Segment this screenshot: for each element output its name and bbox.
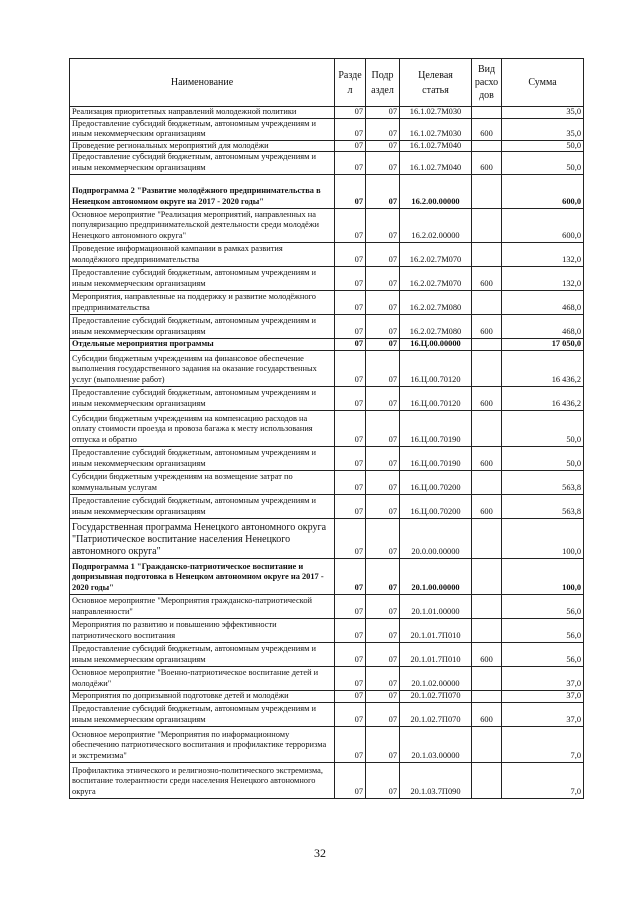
row-sum: 50,0 <box>502 140 584 152</box>
row-target-article: 20.1.01.7П010 <box>400 618 472 642</box>
row-target-article: 16.Ц.00.70190 <box>400 410 472 446</box>
row-razdel: 07 <box>335 350 366 386</box>
row-expense-type: 600 <box>472 314 502 338</box>
row-razdel: 07 <box>335 666 366 690</box>
row-podrazdel: 07 <box>366 386 400 410</box>
header-razdel: Разде л <box>335 59 366 107</box>
row-target-article: 20.1.02.7П070 <box>400 702 472 726</box>
row-expense-type: 600 <box>472 494 502 518</box>
table-row <box>70 386 584 410</box>
row-name: Реализация приоритетных направлений молодежной политики <box>70 107 335 119</box>
row-podrazdel: 07 <box>366 266 400 290</box>
row-expense-type <box>472 618 502 642</box>
row-target-article: 20.1.03.00000 <box>400 726 472 762</box>
row-sum: 37,0 <box>502 666 584 690</box>
row-target-article: 16.1.02.7М040 <box>400 140 472 152</box>
row-target-article: 20.1.01.00000 <box>400 594 472 618</box>
header-name: Наименование <box>70 59 335 107</box>
row-sum: 50,0 <box>502 446 584 470</box>
budget-table <box>69 58 584 799</box>
row-sum: 16 436,2 <box>502 386 584 410</box>
row-podrazdel: 07 <box>366 140 400 152</box>
table-row <box>70 314 584 338</box>
row-podrazdel: 07 <box>366 470 400 494</box>
row-razdel: 07 <box>335 118 366 140</box>
row-podrazdel: 07 <box>366 618 400 642</box>
table-row <box>70 518 584 558</box>
row-expense-type: 600 <box>472 266 502 290</box>
table-row <box>70 140 584 152</box>
row-razdel: 07 <box>335 140 366 152</box>
row-name: Основное мероприятие "Военно-патриотическое воспитание детей и молодёжи" <box>70 666 335 690</box>
row-target-article: 16.Ц.00.70120 <box>400 386 472 410</box>
row-podrazdel: 07 <box>366 518 400 558</box>
row-razdel: 07 <box>335 594 366 618</box>
row-razdel: 07 <box>335 266 366 290</box>
row-podrazdel: 07 <box>366 642 400 666</box>
row-podrazdel: 07 <box>366 702 400 726</box>
table-body <box>70 107 584 799</box>
row-expense-type <box>472 174 502 208</box>
row-name: Подпрограмма 2 "Развитие молодёжного предпринимательства в Ненецком автономном округе на 2017 - 2020 годы" <box>70 174 335 208</box>
row-name: Субсидии бюджетным учреждениям на компенсацию расходов на оплату стоимости проезда и провоза багажа к месту использования отпуска и обратно <box>70 410 335 446</box>
row-sum: 7,0 <box>502 762 584 798</box>
row-razdel: 07 <box>335 494 366 518</box>
row-expense-type <box>472 290 502 314</box>
row-target-article: 16.1.02.7М030 <box>400 118 472 140</box>
table-row <box>70 350 584 386</box>
row-sum: 100,0 <box>502 518 584 558</box>
row-name: Субсидии бюджетным учреждениям на финансовое обеспечение выполнения государственного задания на оказание государственных услуг (выполнение работ) <box>70 350 335 386</box>
row-sum: 37,0 <box>502 702 584 726</box>
row-expense-type <box>472 518 502 558</box>
row-target-article: 16.2.00.00000 <box>400 174 472 208</box>
row-razdel: 07 <box>335 470 366 494</box>
row-podrazdel: 07 <box>366 762 400 798</box>
row-razdel: 07 <box>335 208 366 242</box>
table-row <box>70 152 584 174</box>
row-sum: 468,0 <box>502 290 584 314</box>
row-target-article: 20.1.02.00000 <box>400 666 472 690</box>
header-expense-type: Вид расхо дов <box>472 59 502 107</box>
row-sum: 35,0 <box>502 118 584 140</box>
row-name: Основное мероприятие "Мероприятия гражданско-патриотической направленности" <box>70 594 335 618</box>
row-razdel: 07 <box>335 518 366 558</box>
row-name: Проведение информационной кампании в рамках развития молодёжного предпринимательства <box>70 242 335 266</box>
row-podrazdel: 07 <box>366 558 400 594</box>
row-razdel: 07 <box>335 386 366 410</box>
row-sum: 50,0 <box>502 152 584 174</box>
table-row <box>70 290 584 314</box>
row-name: Профилактика этнического и религиозно-политического экстремизма, воспитание толерантности среди населения Ненецкого автономного округа <box>70 762 335 798</box>
row-name: Предоставление субсидий бюджетным, автономным учреждениям и иным некоммерческим организациям <box>70 494 335 518</box>
row-name: Предоставление субсидий бюджетным, автономным учреждениям и иным некоммерческим организациям <box>70 118 335 140</box>
row-sum: 35,0 <box>502 107 584 119</box>
row-podrazdel: 07 <box>366 242 400 266</box>
row-sum: 600,0 <box>502 174 584 208</box>
row-expense-type <box>472 107 502 119</box>
table-row <box>70 594 584 618</box>
table-row <box>70 666 584 690</box>
row-target-article: 16.2.02.7М070 <box>400 242 472 266</box>
row-razdel: 07 <box>335 152 366 174</box>
table-row <box>70 338 584 350</box>
table-row <box>70 174 584 208</box>
row-target-article: 20.0.00.00000 <box>400 518 472 558</box>
row-razdel: 07 <box>335 726 366 762</box>
row-podrazdel: 07 <box>366 338 400 350</box>
row-expense-type: 600 <box>472 702 502 726</box>
header-podrazdel: Подр аздел <box>366 59 400 107</box>
row-expense-type <box>472 470 502 494</box>
table-row <box>70 762 584 798</box>
row-sum: 16 436,2 <box>502 350 584 386</box>
row-razdel: 07 <box>335 338 366 350</box>
row-target-article: 20.1.02.7П070 <box>400 690 472 702</box>
row-sum: 600,0 <box>502 208 584 242</box>
row-sum: 563,8 <box>502 470 584 494</box>
row-target-article: 16.Ц.00.70120 <box>400 350 472 386</box>
table-row <box>70 558 584 594</box>
row-podrazdel: 07 <box>366 350 400 386</box>
row-target-article: 16.Ц.00.00000 <box>400 338 472 350</box>
row-name: Субсидии бюджетным учреждениям на возмещение затрат по коммунальным услугам <box>70 470 335 494</box>
table-row <box>70 642 584 666</box>
row-name: Предоставление субсидий бюджетным, автономным учреждениям и иным некоммерческим организациям <box>70 702 335 726</box>
row-target-article: 16.1.02.7М040 <box>400 152 472 174</box>
row-expense-type: 600 <box>472 386 502 410</box>
row-razdel: 07 <box>335 558 366 594</box>
table-row <box>70 118 584 140</box>
row-razdel: 07 <box>335 314 366 338</box>
row-sum: 7,0 <box>502 726 584 762</box>
row-target-article: 16.2.02.00000 <box>400 208 472 242</box>
row-razdel: 07 <box>335 107 366 119</box>
row-expense-type <box>472 140 502 152</box>
row-sum: 50,0 <box>502 410 584 446</box>
row-name: Предоставление субсидий бюджетным, автономным учреждениям и иным некоммерческим организациям <box>70 152 335 174</box>
row-podrazdel: 07 <box>366 666 400 690</box>
row-expense-type: 600 <box>472 118 502 140</box>
row-expense-type <box>472 208 502 242</box>
row-target-article: 20.1.00.00000 <box>400 558 472 594</box>
row-razdel: 07 <box>335 174 366 208</box>
row-expense-type: 600 <box>472 152 502 174</box>
row-sum: 37,0 <box>502 690 584 702</box>
row-expense-type: 600 <box>472 642 502 666</box>
row-podrazdel: 07 <box>366 726 400 762</box>
row-razdel: 07 <box>335 642 366 666</box>
header-sum: Сумма <box>502 59 584 107</box>
row-podrazdel: 07 <box>366 152 400 174</box>
row-sum: 468,0 <box>502 314 584 338</box>
row-expense-type <box>472 666 502 690</box>
row-expense-type <box>472 242 502 266</box>
row-target-article: 16.Ц.00.70200 <box>400 494 472 518</box>
row-razdel: 07 <box>335 690 366 702</box>
table-row <box>70 410 584 446</box>
row-name: Предоставление субсидий бюджетным, автономным учреждениям и иным некоммерческим организациям <box>70 386 335 410</box>
row-sum: 132,0 <box>502 242 584 266</box>
table-row <box>70 266 584 290</box>
row-sum: 132,0 <box>502 266 584 290</box>
row-expense-type <box>472 558 502 594</box>
header-target-article: Целевая статья <box>400 59 472 107</box>
row-target-article: 16.2.02.7М080 <box>400 314 472 338</box>
row-expense-type <box>472 338 502 350</box>
row-podrazdel: 07 <box>366 494 400 518</box>
row-name: Мероприятия по допризывной подготовке детей и молодёжи <box>70 690 335 702</box>
row-razdel: 07 <box>335 702 366 726</box>
row-razdel: 07 <box>335 290 366 314</box>
row-podrazdel: 07 <box>366 594 400 618</box>
table-row <box>70 208 584 242</box>
table-row <box>70 618 584 642</box>
row-podrazdel: 07 <box>366 446 400 470</box>
row-target-article: 16.Ц.00.70190 <box>400 446 472 470</box>
row-name: Предоставление субсидий бюджетным, автономным учреждениям и иным некоммерческим организациям <box>70 446 335 470</box>
table-row <box>70 702 584 726</box>
table-row <box>70 470 584 494</box>
row-expense-type <box>472 410 502 446</box>
row-target-article: 16.1.02.7М030 <box>400 107 472 119</box>
row-sum: 56,0 <box>502 618 584 642</box>
row-expense-type: 600 <box>472 446 502 470</box>
row-podrazdel: 07 <box>366 690 400 702</box>
row-target-article: 20.1.01.7П010 <box>400 642 472 666</box>
row-name: Проведение региональных мероприятий для молодёжи <box>70 140 335 152</box>
row-name: Предоставление субсидий бюджетным, автономным учреждениям и иным некоммерческим организациям <box>70 266 335 290</box>
row-target-article: 20.1.03.7П090 <box>400 762 472 798</box>
table-row <box>70 446 584 470</box>
row-target-article: 16.Ц.00.70200 <box>400 470 472 494</box>
row-razdel: 07 <box>335 762 366 798</box>
table-row <box>70 107 584 119</box>
row-sum: 56,0 <box>502 594 584 618</box>
row-sum: 563,8 <box>502 494 584 518</box>
row-podrazdel: 07 <box>366 118 400 140</box>
row-sum: 17 050,0 <box>502 338 584 350</box>
row-name: Предоставление субсидий бюджетным, автономным учреждениям и иным некоммерческим организациям <box>70 642 335 666</box>
row-name: Подпрограмма 1 "Гражданско-патриотическое воспитание и допризывная подготовка в Ненецком автономном округе на 2017 - 2020 годы" <box>70 558 335 594</box>
row-razdel: 07 <box>335 242 366 266</box>
row-sum: 56,0 <box>502 642 584 666</box>
table-row <box>70 726 584 762</box>
row-target-article: 16.2.02.7М070 <box>400 266 472 290</box>
table-row <box>70 242 584 266</box>
table-row <box>70 494 584 518</box>
page-number: 32 <box>314 846 326 860</box>
row-podrazdel: 07 <box>366 314 400 338</box>
row-target-article: 16.2.02.7М080 <box>400 290 472 314</box>
row-podrazdel: 07 <box>366 290 400 314</box>
row-name: Государственная программа Ненецкого автономного округа "Патриотическое воспитание населения Ненецкого автономного округа" <box>70 518 335 558</box>
row-razdel: 07 <box>335 446 366 470</box>
table-row <box>70 690 584 702</box>
row-name: Отдельные мероприятия программы <box>70 338 335 350</box>
table-header-row <box>70 59 584 107</box>
row-name: Предоставление субсидий бюджетным, автономным учреждениям и иным некоммерческим организациям <box>70 314 335 338</box>
row-name: Основное мероприятие "Реализация мероприятий, направленных на популяризацию предпринимательской деятельности среди молодёжи Ненецкого автономного округа" <box>70 208 335 242</box>
row-podrazdel: 07 <box>366 410 400 446</box>
row-razdel: 07 <box>335 410 366 446</box>
row-expense-type <box>472 762 502 798</box>
row-name: Основное мероприятие "Мероприятия по информационному обеспечению патриотического воспитания и профилактике терроризма и экстремизма" <box>70 726 335 762</box>
row-expense-type <box>472 350 502 386</box>
row-name: Мероприятия по развитию и повышению эффективности патриотического воспитания <box>70 618 335 642</box>
row-expense-type <box>472 594 502 618</box>
row-expense-type <box>472 690 502 702</box>
row-name: Мероприятия, направленные на поддержку и развитие молодёжного предпринимательства <box>70 290 335 314</box>
row-sum: 100,0 <box>502 558 584 594</box>
row-podrazdel: 07 <box>366 174 400 208</box>
row-podrazdel: 07 <box>366 208 400 242</box>
row-razdel: 07 <box>335 618 366 642</box>
row-expense-type <box>472 726 502 762</box>
row-podrazdel: 07 <box>366 107 400 119</box>
